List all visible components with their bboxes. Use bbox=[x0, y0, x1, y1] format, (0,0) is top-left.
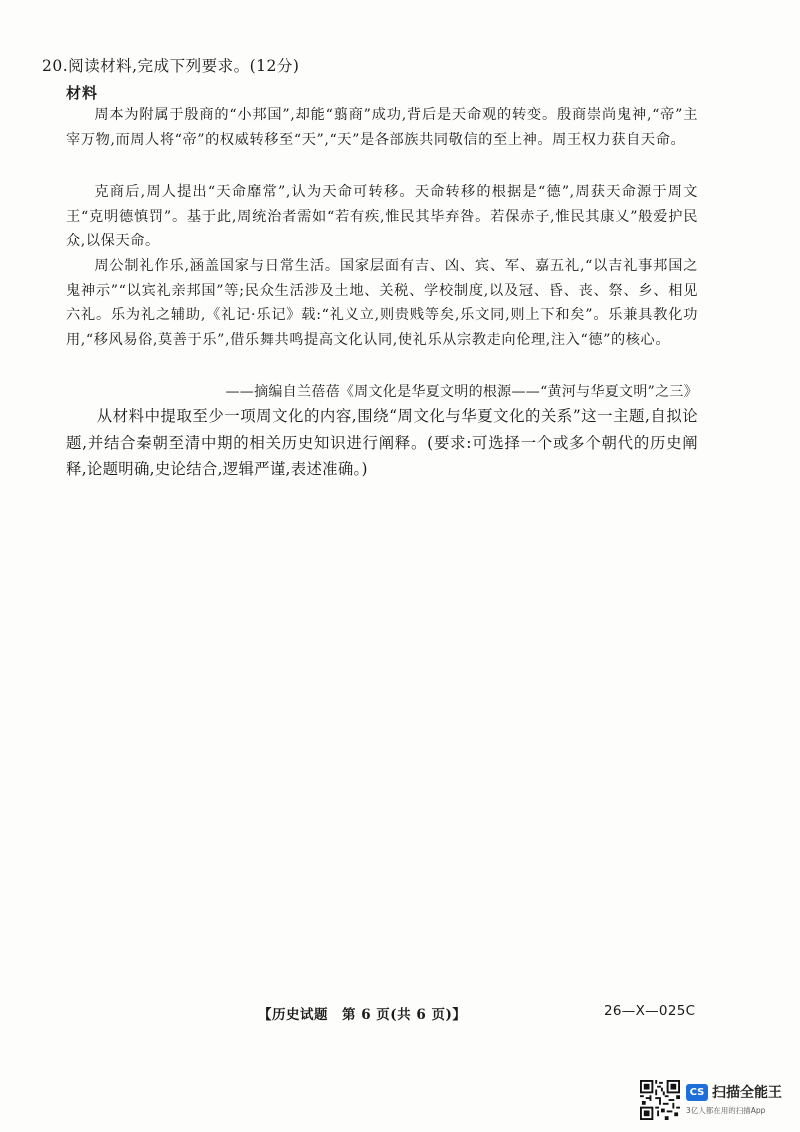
material-label: 材料 bbox=[66, 84, 99, 102]
material-paragraph-3: 周公制礼作乐,涵盖国家与日常生活。国家层面有吉、凶、宾、军、嘉五礼,“以吉礼事邦国之鬼神示”“以宾礼亲邦国”等;民众生活涉及土地、关税、学校制度,以及冠、昏、丧、祭、乡、相见六礼。乐为礼之辅助,《礼记·乐记》载:“礼义立,则贵贱等矣,乐文同,则上下和矣”。乐兼具教化功用,“移风易俗,莫善于乐”,借乐舞共鸣提高文化认同,使礼乐从宗教走向伦理,注入“德”的核心。 bbox=[66, 258, 698, 349]
question-title: 20.阅读材料,完成下列要求。(12分) bbox=[42, 57, 300, 75]
material-source: ——摘编自兰蓓蓓《周文化是华夏文明的根源——“黄河与华夏文明”之三》 bbox=[225, 384, 698, 400]
scanner-slogan: 3亿人都在用的扫描App bbox=[686, 1106, 766, 1115]
material-paragraph-1: 周本为附属于殷商的“小邦国”,却能“翦商”成功,背后是天命观的转变。殷商崇尚鬼神,“帝”主宰万物,而周人将“帝”的权威转移至“天”,“天”是各部族共同敬信的至上神。周王权力获自天命。 bbox=[66, 107, 698, 148]
page-footer-info: 【历史试题 第 6 页(共 6 页)】 bbox=[258, 1007, 467, 1023]
scanner-watermark bbox=[640, 1080, 790, 1122]
question-task: 从材料中提取至少一项周文化的内容,围绕“周文化与华夏文化的关系”这一主题,自拟论题,并结合秦朝至清中期的相关历史知识进行阐释。(要求:可选择一个或多个朝代的历史阐释,论题明确,史论结合,逻辑严谨,表述准确。) bbox=[66, 407, 698, 478]
exam-code: 26—X—025C bbox=[604, 1003, 696, 1019]
qr-code-icon bbox=[640, 1080, 680, 1120]
scanner-app-name: 扫描全能王 bbox=[712, 1085, 782, 1101]
camscanner-logo: CS bbox=[686, 1084, 708, 1101]
material-paragraph-2: 克商后,周人提出“天命靡常”,认为天命可转移。天命转移的根据是“德”,周获天命源于周文王“克明德慎罚”。基于此,周统治者需如“若有疾,惟民其毕弃咎。若保赤子,惟民其康乂”般爱护民众,以保天命。 bbox=[66, 184, 698, 250]
